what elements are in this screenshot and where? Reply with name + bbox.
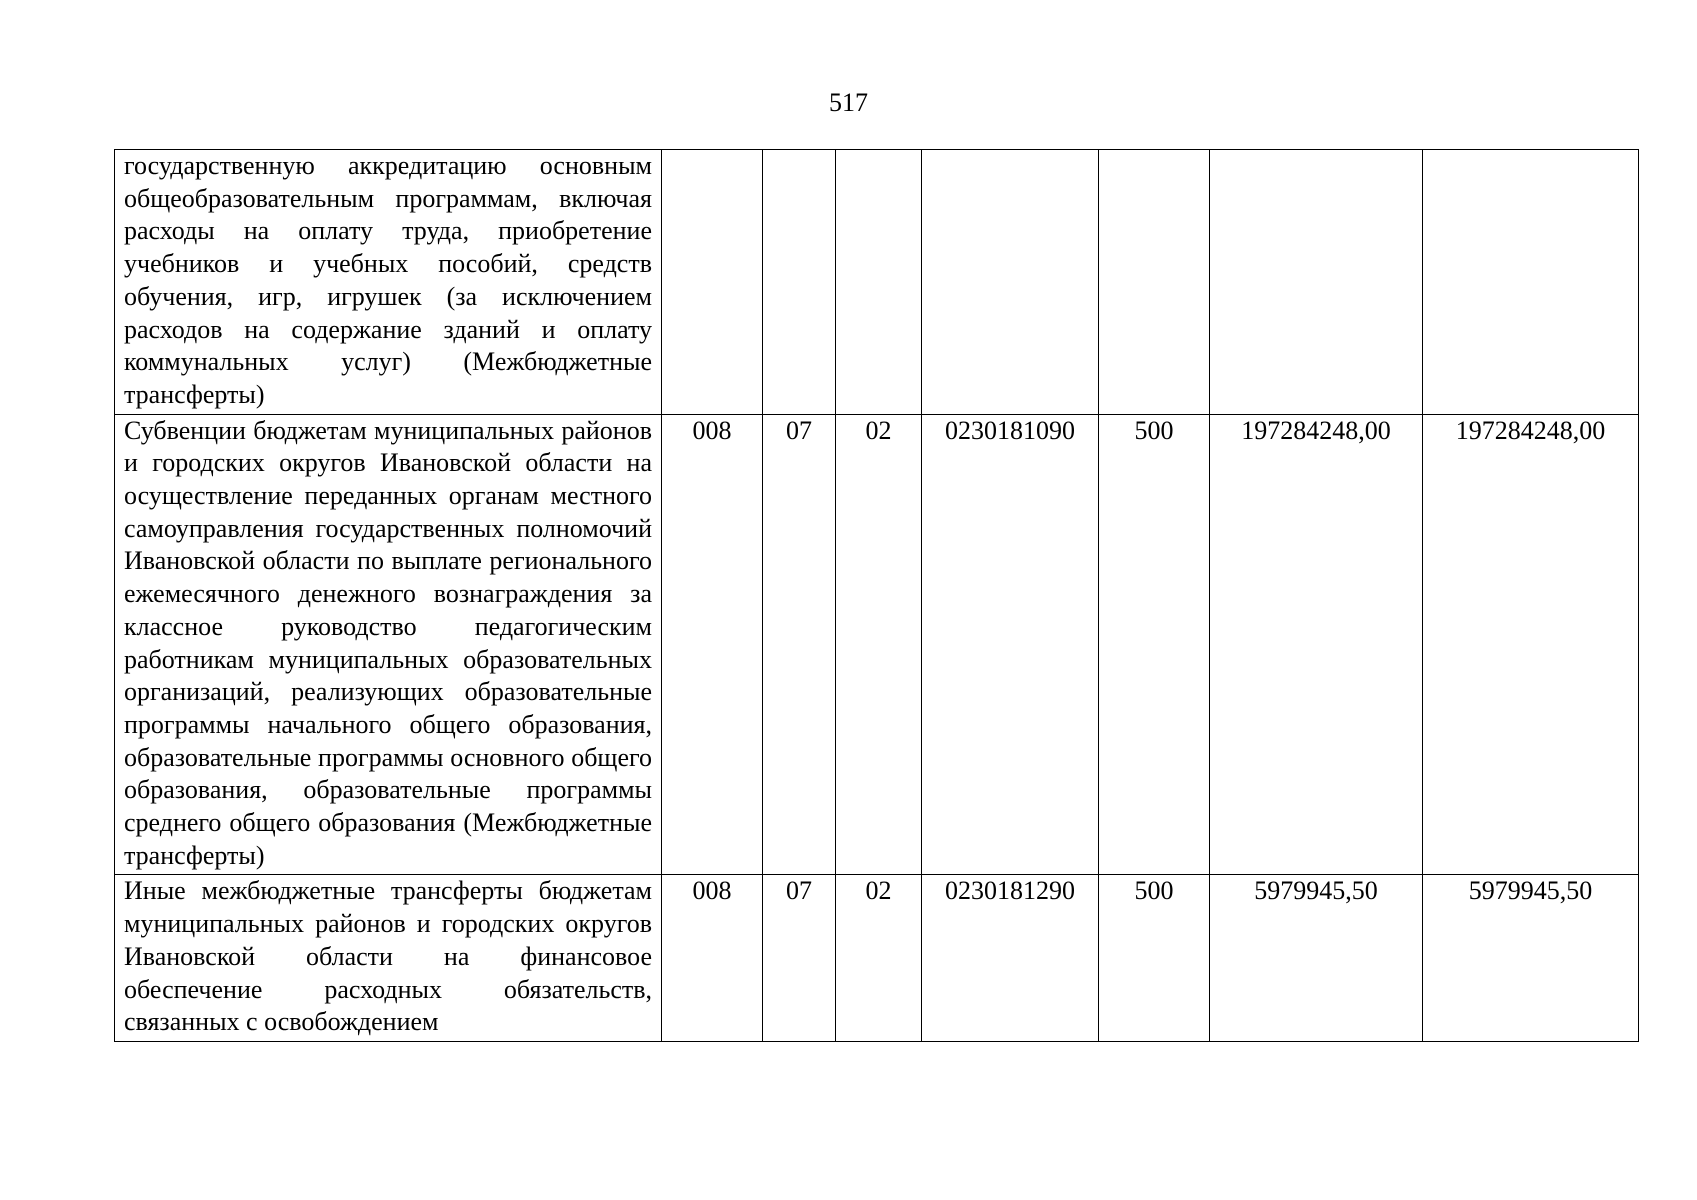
table-row — [115, 150, 1639, 415]
target-article-cell: 0230181090 — [922, 414, 1099, 875]
section-code-cell — [763, 150, 836, 415]
budget-table — [114, 149, 1639, 1042]
amount-year-1-cell — [1210, 150, 1423, 415]
amount-year-2-cell — [1423, 150, 1639, 415]
table-row — [115, 875, 1639, 1042]
expense-type-cell: 500 — [1099, 414, 1210, 875]
amount-year-2-cell: 197284248,00 — [1423, 414, 1639, 875]
amount-year-2-cell: 5979945,50 — [1423, 875, 1639, 1042]
subsection-code-cell: 02 — [836, 414, 922, 875]
expense-type-cell: 500 — [1099, 875, 1210, 1042]
row-description: Субвенции бюджетам муниципальных районов и городских округов Ивановской области на осуществление переданных органам местного самоуправления государственных полномочий Ивановской области по выплате регионального ежемесячного денежного вознаграждения за классное руководство педагогическим работникам муниципальных образовательных организаций, реализующих образовательные программы начального общего образования, образовательные программы основного общего образования, образовательные программы среднего общего образования (Межбюджетные трансферты) — [115, 414, 662, 875]
subsection-code-cell — [836, 150, 922, 415]
table-row — [115, 414, 1639, 875]
amount-year-1-cell: 197284248,00 — [1210, 414, 1423, 875]
ministry-code-cell — [662, 150, 763, 415]
row-description: государственную аккредитацию основным общеобразовательным программам, включая расходы на оплату труда, приобретение учебников и учебных пособий, средств обучения, игр, игрушек (за исключением расходов на содержание зданий и оплату коммунальных услуг) (Межбюджетные трансферты) — [115, 150, 662, 415]
subsection-code-cell: 02 — [836, 875, 922, 1042]
target-article-cell: 0230181290 — [922, 875, 1099, 1042]
ministry-code-cell: 008 — [662, 875, 763, 1042]
ministry-code-cell: 008 — [662, 414, 763, 875]
row-description: Иные межбюджетные трансферты бюджетам муниципальных районов и городских округов Ивановской области на финансовое обеспечение расходных обязательств, связанных с освобождением — [115, 875, 662, 1042]
target-article-cell — [922, 150, 1099, 415]
page-number: 517 — [829, 88, 868, 117]
amount-year-1-cell: 5979945,50 — [1210, 875, 1423, 1042]
section-code-cell: 07 — [763, 414, 836, 875]
expense-type-cell — [1099, 150, 1210, 415]
section-code-cell: 07 — [763, 875, 836, 1042]
